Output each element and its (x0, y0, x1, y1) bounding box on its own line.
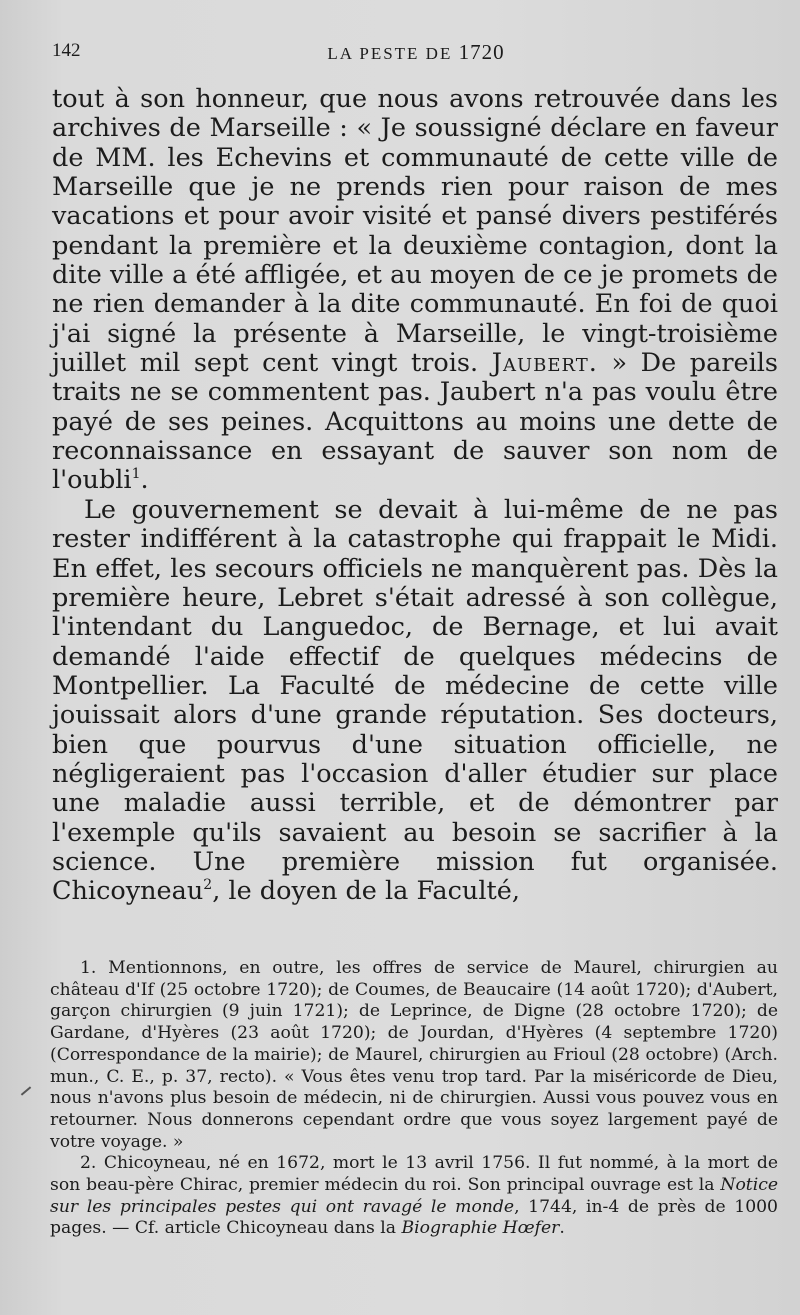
footnote-2-text-b: , 1744, in-4 de près de 1000 pages. — Cf. article Chicoyneau dans la (50, 1196, 778, 1239)
paragraph-1-end: . (140, 465, 149, 496)
paragraph-1-text-b: » De pareils traits ne se commentent pas. Jaubert n'a pas voulu être payé de ses peines. Acquittons au moins une dette de reconnaissance en essayant de sauver son nom de l'oubli (52, 348, 778, 496)
footnote-2-text-a: 2. Chicoyneau, né en 1672, mort le 13 avril 1756. Il fut nommé, à la mort de son beau-père Chirac, premier médecin du roi. Son principal ouvrage est la (50, 1153, 778, 1196)
margin-pencil-mark (21, 1086, 31, 1095)
footnote-2-source: Biographie Hœfer (401, 1218, 560, 1239)
main-text (52, 85, 778, 907)
footnote-2 (50, 1153, 778, 1240)
footnote-1: 1. Mentionnons, en outre, les offres de service de Maurel, chirurgien au château d'If (25 octobre 1720); de Coumes, de Beaucaire (14 août 1720); d'Aubert, garçon chirurgien (9 juin 1721); de Leprince, de Digne (28 octobre 1720); de Gardane, d'Hyères (23 août 1720); de Jourdan, d'Hyères (4 septembre 1720) (Correspondance de la mairie); de Maurel, chirurgien au Frioul (28 octobre) (Arch. mun., C. E., p. 37, recto). « Vous êtes venu trop tard. Par la miséricorde de Dieu, nous n'avons plus besoin de médecin, ni de chirurgien. Aussi vous pouvez vous en retourner. Nous donnerons cependant ordre que vous soyez largement payé de votre voyage. » (50, 958, 778, 1152)
footnote-2-end: . (559, 1218, 565, 1239)
footnote-2-book-title: Notice sur les principales pestes qui ont ravagé le monde (50, 1175, 778, 1217)
running-title (52, 40, 780, 65)
paragraph-1 (52, 85, 778, 496)
running-title-year: 1720 (458, 40, 505, 64)
page-number: 142 (52, 40, 81, 61)
footnote-ref-2: 2 (203, 877, 213, 894)
paragraph-2-text-a: Le gouvernement se devait à lui-même de ne pas rester indifférent à la catastrophe qui frappait le Midi. En effet, les secours officiels ne manquèrent pas. Dès la première heure, Lebret s'était adressé à son collègue, l'intendant du Languedoc, de Bernage, et lui avait demandé l'aide effectif de quelques médecins de Montpellier. La Faculté de médecine de cette ville jouissait alors d'une grande réputation. Ses docteurs, bien que pourvus d'une situation officielle, ne négligeraient pas l'occasion d'aller étudier sur place une maladie aussi terrible, et de démontrer par l'exemple qu'ils savaient au besoin se sacrifier à la science. Une première mission fut organisée. Chicoyneau (52, 494, 778, 907)
running-title-text: LA PESTE DE (327, 44, 453, 63)
paragraph-2-text-b: , le doyen de la Faculté, (212, 876, 520, 907)
signature-jaubert: Jaubert. (491, 348, 598, 379)
footnote-ref-1: 1 (131, 466, 141, 483)
page-header (52, 40, 780, 70)
paragraph-2 (52, 496, 778, 907)
footnotes (50, 958, 778, 1240)
paragraph-1-text-a: tout à son honneur, que nous avons retrouvée dans les archives de Marseille : « Je soussigné déclare en faveur de MM. les Echevins et communauté de cette ville de Marseille que je ne prends rien pour raison de mes vacations et pour avoir visité et pansé divers pestiférés pendant la première et la deuxième contagion, dont la dite ville a été affligée, et au moyen de ce je promets de ne rien demander à la dite communauté. En foi de quoi j'ai signé la présente à Marseille, le vingt-troisième juillet mil sept cent vingt trois. (52, 84, 778, 379)
